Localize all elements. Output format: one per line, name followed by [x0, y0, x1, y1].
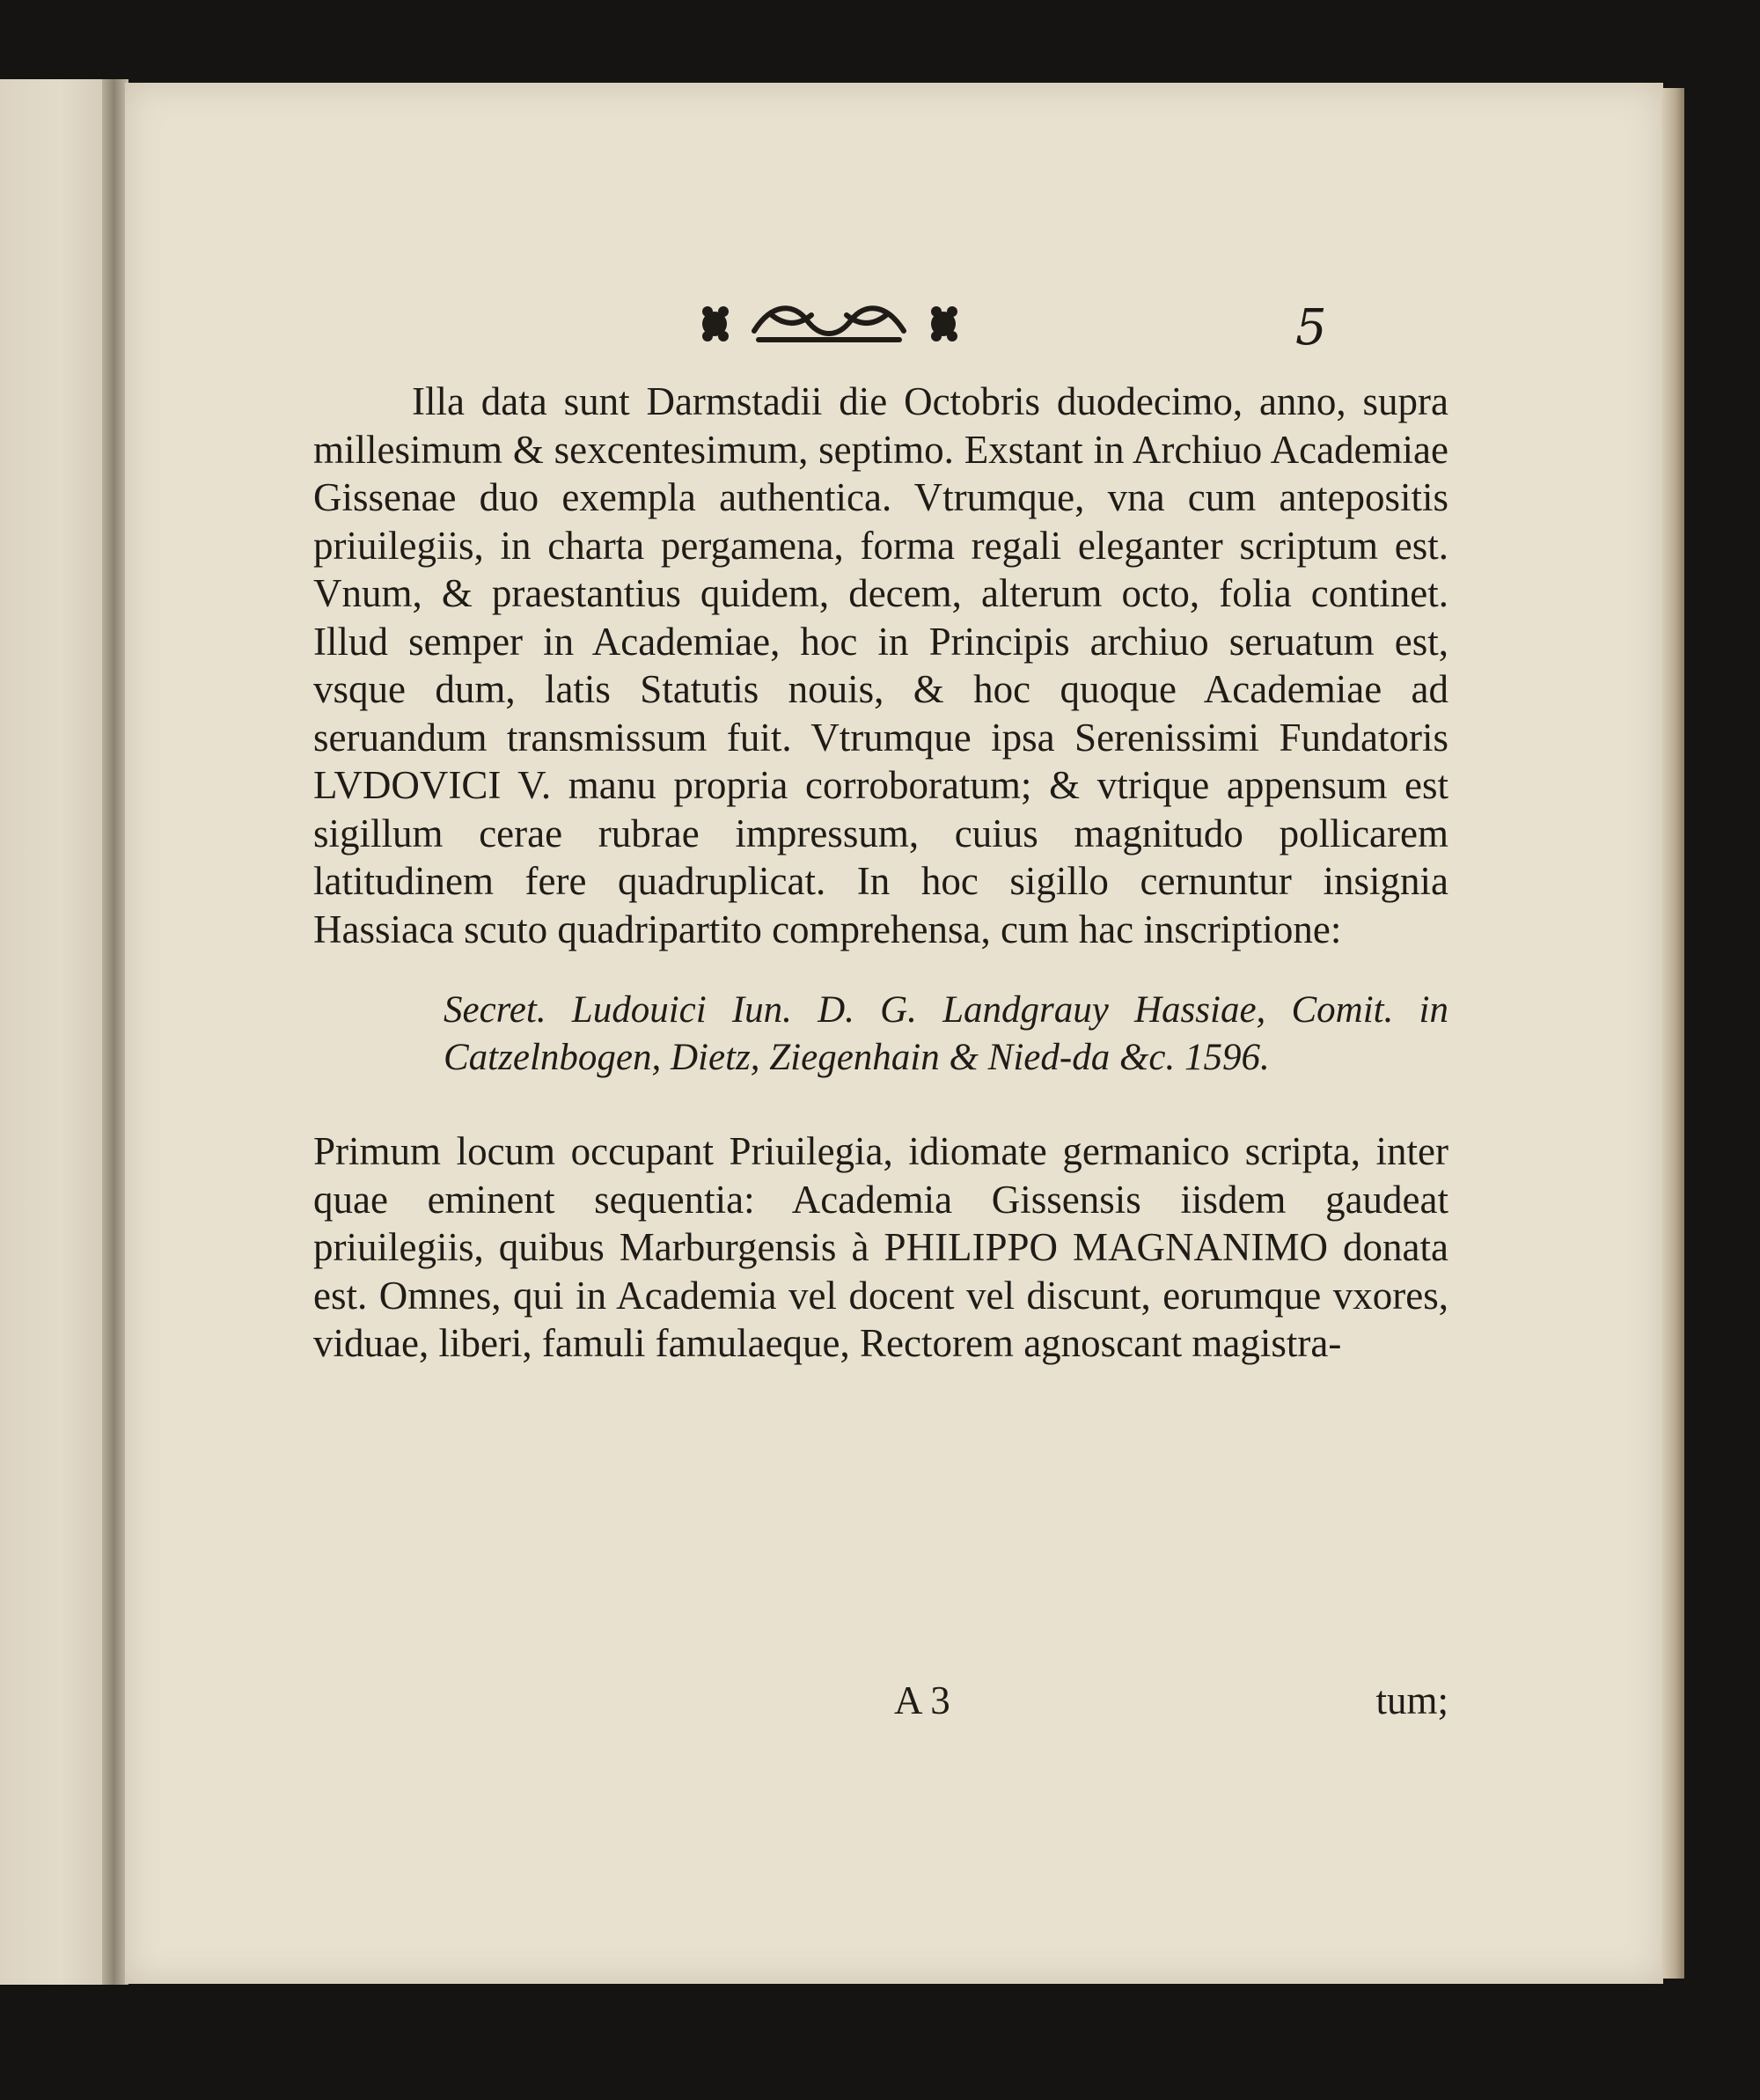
page-footer	[313, 1678, 1448, 1730]
text-block	[313, 378, 1448, 1368]
paragraph-2: Primum locum occupant Priuilegia, idiomate germanico scripta, inter quae eminent sequentia: Academia Gissensis iisdem gaudeat priuilegiis, quibus Marburgensis à PHILIPPO MAGNANIMO donata est. Omnes, qui in Academia vel docent vel discunt, eorumque vxores, viduae, liberi, famuli famulaeque, Rectorem agnoscant magistra-	[313, 1129, 1448, 1365]
paragraph-1: Illa data sunt Darmstadii die Octobris duodecimo, anno, supra millesimum & sexcentesimum, septimo. Exstant in Archiuo Academiae Gissenae duo exempla authentica. Vtrumque, vna cum antepositis priuilegiis, in charta pergamena, forma regali eleganter scriptum est. Vnum, & praestantius quidem, decem, alterum octo, folia continet. Illud semper in Academiae, hoc in Principis archiuo seruatum est, vsque dum, latis Statutis nouis, & hoc quoque Academiae ad seruandum transmissum fuit. Vtrumque ipsa Serenissimi Fundatoris LVDOVICI V. manu propria corroboratum; & vtrique appensum est sigillum cerae rubrae impressum, cuius magnitudo pollicarem latitudinem fere quadruplicat. In hoc sigillo cernuntur insignia Hassiaca scuto quadripartito comprehensa, cum hac inscriptione:	[313, 379, 1448, 951]
catchword: tum;	[1375, 1678, 1448, 1722]
page-edge	[1661, 88, 1684, 1979]
page-number: 5	[1295, 299, 1327, 356]
page-header	[125, 294, 1663, 356]
fleuron-ornament-icon	[688, 294, 970, 352]
signature-mark: A 3	[894, 1678, 950, 1722]
seal-inscription: Secret. Ludouici Iun. D. G. Landgrauy Hassiae, Comit. in Catzelnbogen, Dietz, Ziegenhain & Nied-da &c. 1596.	[444, 989, 1448, 1078]
book-page	[125, 83, 1663, 1984]
